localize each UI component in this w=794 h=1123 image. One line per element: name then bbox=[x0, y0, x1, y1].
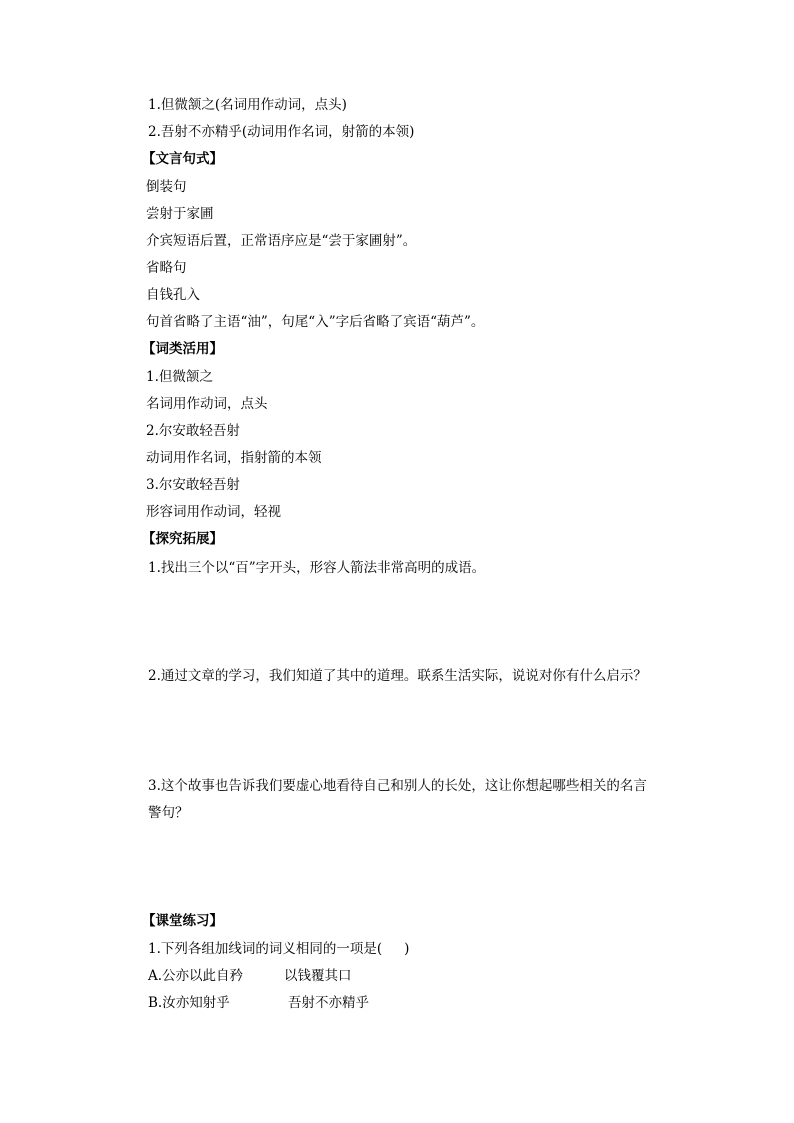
option-a-right: 以钱覆其口 bbox=[284, 968, 352, 984]
line-8: 句首省略了主语“油”，句尾“入”字后省略了宾语“葫芦”。 bbox=[146, 314, 485, 330]
heading-explore: 【探究拓展】 bbox=[142, 531, 223, 547]
line-12: 动词用作名词，指射箭的本领 bbox=[146, 450, 322, 466]
line-3: 倒装句 bbox=[146, 179, 187, 195]
line-5: 介宾短语后置，正常语序应是“尝于家圃射”。 bbox=[146, 233, 417, 249]
line-14: 形容词用作动词，轻视 bbox=[146, 504, 281, 520]
line-4: 尝射于家圃 bbox=[146, 206, 214, 222]
option-b-left: B.汝亦知射乎 bbox=[148, 995, 230, 1011]
heading-word-usage: 【词类活用】 bbox=[142, 341, 223, 357]
exercise-1-close: ) bbox=[404, 941, 410, 957]
heading-wenyan-sentence: 【文言句式】 bbox=[142, 151, 223, 167]
option-a-left: A.公亦以此自矜 bbox=[148, 968, 244, 984]
question-1: 1.找出三个以“百”字开头，形容人箭法非常高明的成语。 bbox=[148, 560, 486, 576]
line-6: 省略句 bbox=[146, 260, 187, 276]
line-9: 1.但微颔之 bbox=[146, 369, 213, 385]
line-7: 自钱孔入 bbox=[146, 287, 200, 303]
question-3: 3.这个故事也告诉我们要虚心地看待自己和别人的长处，这让你想起哪些相关的名言警句？ bbox=[148, 778, 647, 821]
line-1: 1.但微颔之(名词用作动词，点头) bbox=[148, 97, 347, 113]
option-a bbox=[148, 967, 352, 985]
line-10: 名词用作动词，点头 bbox=[146, 396, 268, 412]
line-13: 3.尔安敢轻吾射 bbox=[146, 477, 240, 493]
exercise-1-text: 1.下列各组加线词的词义相同的一项是( bbox=[148, 941, 383, 957]
question-2: 2.通过文章的学习，我们知道了其中的道理。联系生活实际，说说对你有什么启示？ bbox=[148, 668, 647, 684]
heading-practice: 【课堂练习】 bbox=[142, 913, 223, 929]
exercise-1 bbox=[148, 940, 409, 958]
line-11: 2.尔安敢轻吾射 bbox=[146, 423, 240, 439]
option-b-right: 吾射不亦精乎 bbox=[288, 995, 369, 1011]
line-2: 2.吾射不亦精乎(动词用作名词，射箭的本领) bbox=[148, 124, 415, 140]
option-b bbox=[148, 994, 369, 1012]
